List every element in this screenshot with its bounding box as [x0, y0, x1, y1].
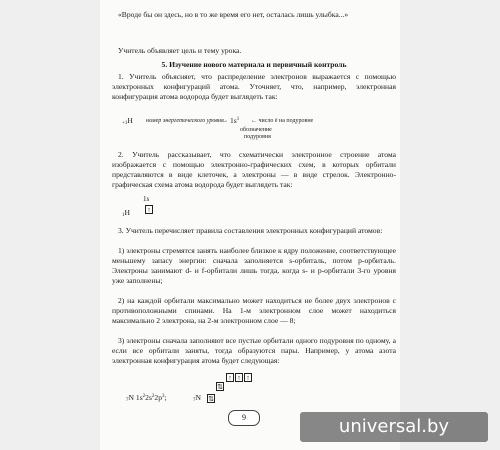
orbital-2p-3: ↑ [244, 373, 252, 382]
formula-hydrogen [122, 116, 133, 126]
scheme-h-symbol: H [124, 208, 130, 217]
n-index: 7 [126, 398, 129, 403]
formula-h-index: +1 [122, 121, 128, 126]
formula-h-element: H [127, 116, 133, 125]
n-exp2: 2 [151, 394, 155, 399]
n-2s: 2s [145, 393, 152, 402]
n-element: N [128, 393, 134, 402]
scheme-h-index: 1 [122, 213, 125, 218]
paragraph-2: 2. Учитель рассказывает, что схематически электронное строение атома изображается с помощью электронно-графических схем, в которых орбитали представляются в виде клеточек, а электроны — в виде стрелок. Электронно-графическая схема атома водорода будет выглядеть так: [112, 150, 396, 189]
formula-nitrogen [126, 393, 167, 403]
rule-3: 3) электроны сначала заполняют все пустые орбитали одного подуровня по одному, а если все орбитали заняты, тогда образуются пары. Например, у атома азота электронная конфигурация атома будет следующая: [112, 336, 396, 365]
n-1s: 1s [135, 393, 143, 402]
n-exp1: 2 [142, 394, 146, 399]
orbital-2p-2: ↑ [235, 373, 243, 382]
section-title: 5. Изучение нового материала и первичный контроль [161, 60, 347, 69]
formula-h-level-note: номер энергетического уровня [146, 118, 224, 124]
formula-h-sublevel-note-2: подуровня [244, 134, 271, 140]
page-number: 9 [228, 410, 260, 426]
n-2p: 2p [154, 393, 163, 402]
scheme-n-element [193, 393, 201, 403]
orbital-2p-1: ↑ [226, 373, 234, 382]
n-exp3: 3 [162, 394, 165, 399]
quote-text: «Вроде бы он здесь, но в то же время его нет, осталась лишь улыбка...» [118, 10, 349, 19]
n-end: ; [164, 393, 167, 402]
paragraph-1: 1. Учитель объясняет, что распределение электронов выражается с помощью электронных конфигураций атома. Уточняет, что, например, электронная конфигурация атома водорода будет выглядеть так: [112, 72, 396, 101]
scheme-h-element [122, 208, 130, 218]
goal-text: Учитель объявляет цель и тему урока. [118, 46, 242, 55]
paragraph-3: 3. Учитель перечисляет правила составления электронных конфигураций атомов: [118, 226, 383, 235]
rule-1: 1) электроны стремятся занять наиболее близкое к ядру положение, соответствующее меньшему запасу энергии: сначала заполняется s-орбиталь, потом p-орбиталь. Электроны занимают d- и f-орбитали лишь тогда, когда s- и p-орбитали 3-го уровня уже заполнены; [112, 246, 396, 285]
scheme-n-symbol: N [195, 393, 201, 402]
scheme-n-index: 7 [193, 398, 196, 403]
formula-h-electron-note: ← число ē на подуровне [251, 118, 314, 124]
formula-h-exp: 1 [236, 117, 240, 122]
formula-h-config [230, 116, 239, 125]
rule-2: 2) на каждой орбитали максимально может находиться не более двух электронов с противоположными спинами. На 1-м электронном слое может находиться максимально 2 электрона, на 2-м электронном слое — 8; [112, 296, 396, 325]
formula-h-sublevel-note-1: обозначение [240, 127, 272, 133]
scheme-h-label: 1s [143, 195, 150, 203]
orbital-1s: ⇅ [208, 395, 214, 403]
formula-h-config-text: 1s [230, 116, 237, 125]
scheme-h-orbital: ↑ [145, 205, 153, 214]
formula-h-arrow: → [222, 118, 228, 124]
watermark: universal.by [300, 412, 488, 442]
orbital-2s: ⇅ [217, 383, 223, 391]
